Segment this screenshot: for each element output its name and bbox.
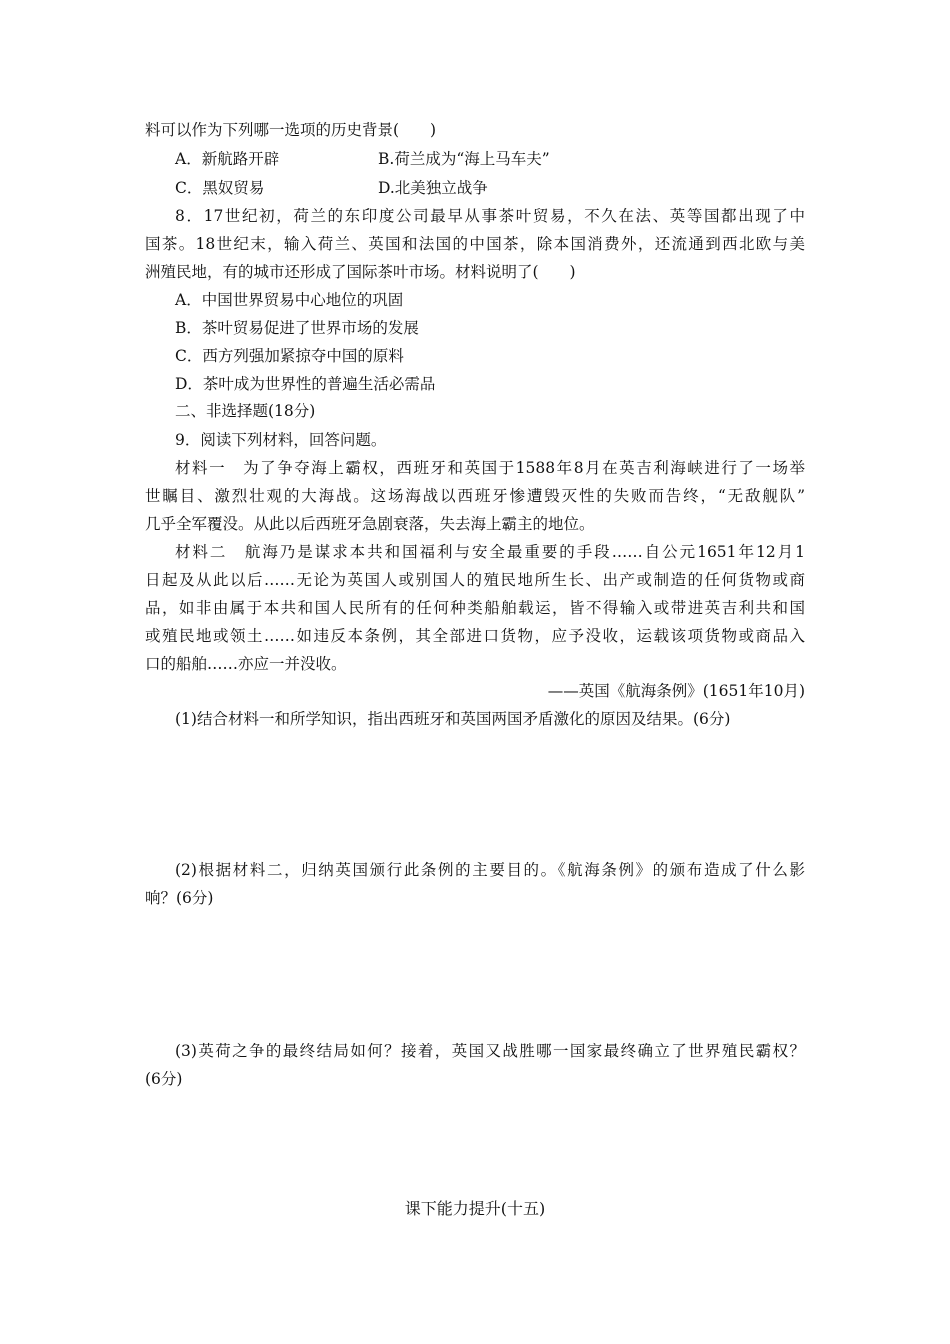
q8-stem-line: 洲殖民地，有的城市还形成了国际茶叶市场。材料说明了( ) [145,263,576,281]
material2-line: 材料二 航海乃是谋求本共和国福利与安全最重要的手段……自公元1651年12月1 [175,543,805,561]
q9-sub3-line: (6分) [145,1070,183,1088]
material2-line: 品，如非由属于本共和国人民所有的任何种类船舶载运，皆不得输入或带进英吉利共和国 [145,599,805,617]
q9-sub3-line: (3)英荷之争的最终结局如何？接着，英国又战胜哪一国家最终确立了世界殖民霸权？ [175,1042,805,1060]
q8-option-b: B．茶叶贸易促进了世界市场的发展 [175,319,419,337]
footer-title: 课下能力提升(十五) [404,1199,546,1218]
q9-sub2-line: 响？(6分) [145,889,214,907]
material2-line: 日起及从此以后……无论为英国人或别国人的殖民地所生长、出产或制造的任何货物或商 [145,571,805,589]
q8-option-d: D．茶叶成为世界性的普遍生活必需品 [175,375,436,393]
q8-stem-line: 8．17世纪初，荷兰的东印度公司最早从事茶叶贸易，不久在法、英等国都出现了中 [175,207,805,225]
q8-option-a: A．中国世界贸易中心地位的巩固 [175,291,404,309]
q9-sub2-line: (2)根据材料二，归纳英国颁行此条例的主要目的。《航海条例》的颁布造成了什么影 [175,861,805,879]
q7-stem-tail: 料可以作为下列哪一选项的历史背景( ) [145,121,437,139]
q8-option-c: C．西方列强加紧掠夺中国的原料 [175,347,404,365]
q7-option-d: D.北美独立战争 [378,179,488,197]
material1-line: 几乎全军覆没。从此以后西班牙急剧衰落，失去海上霸主的地位。 [145,515,595,533]
q7-option-c: C．黑奴贸易 [175,179,265,197]
material2-line: 口的船舶……亦应一并没收。 [145,655,347,673]
q8-stem-line: 国茶。18世纪末，输入荷兰、英国和法国的中国茶，除本国消费外，还流通到西北欧与美 [145,235,805,253]
q7-option-b: B.荷兰成为“海上马车夫” [378,150,550,168]
q9-sub1: (1)结合材料一和所学知识，指出西班牙和英国两国矛盾激化的原因及结果。(6分) [175,710,731,728]
q9-intro: 9．阅读下列材料，回答问题。 [175,431,387,449]
material2-source: ——英国《航海条例》(1651年10月) [547,682,805,700]
section-title: 二、非选择题(18分) [175,402,316,420]
material1-line: 世瞩目、激烈壮观的大海战。这场海战以西班牙惨遭毁灭性的失败而告终，“无敌舰队” [145,487,805,505]
material1-line: 材料一 为了争夺海上霸权，西班牙和英国于1588年8月在英吉利海峡进行了一场举 [175,459,805,477]
q7-option-a: A．新航路开辟 [175,150,280,168]
material2-line: 或殖民地或领土……如违反本条例，其全部进口货物，应予没收，运载该项货物或商品入 [145,627,805,645]
